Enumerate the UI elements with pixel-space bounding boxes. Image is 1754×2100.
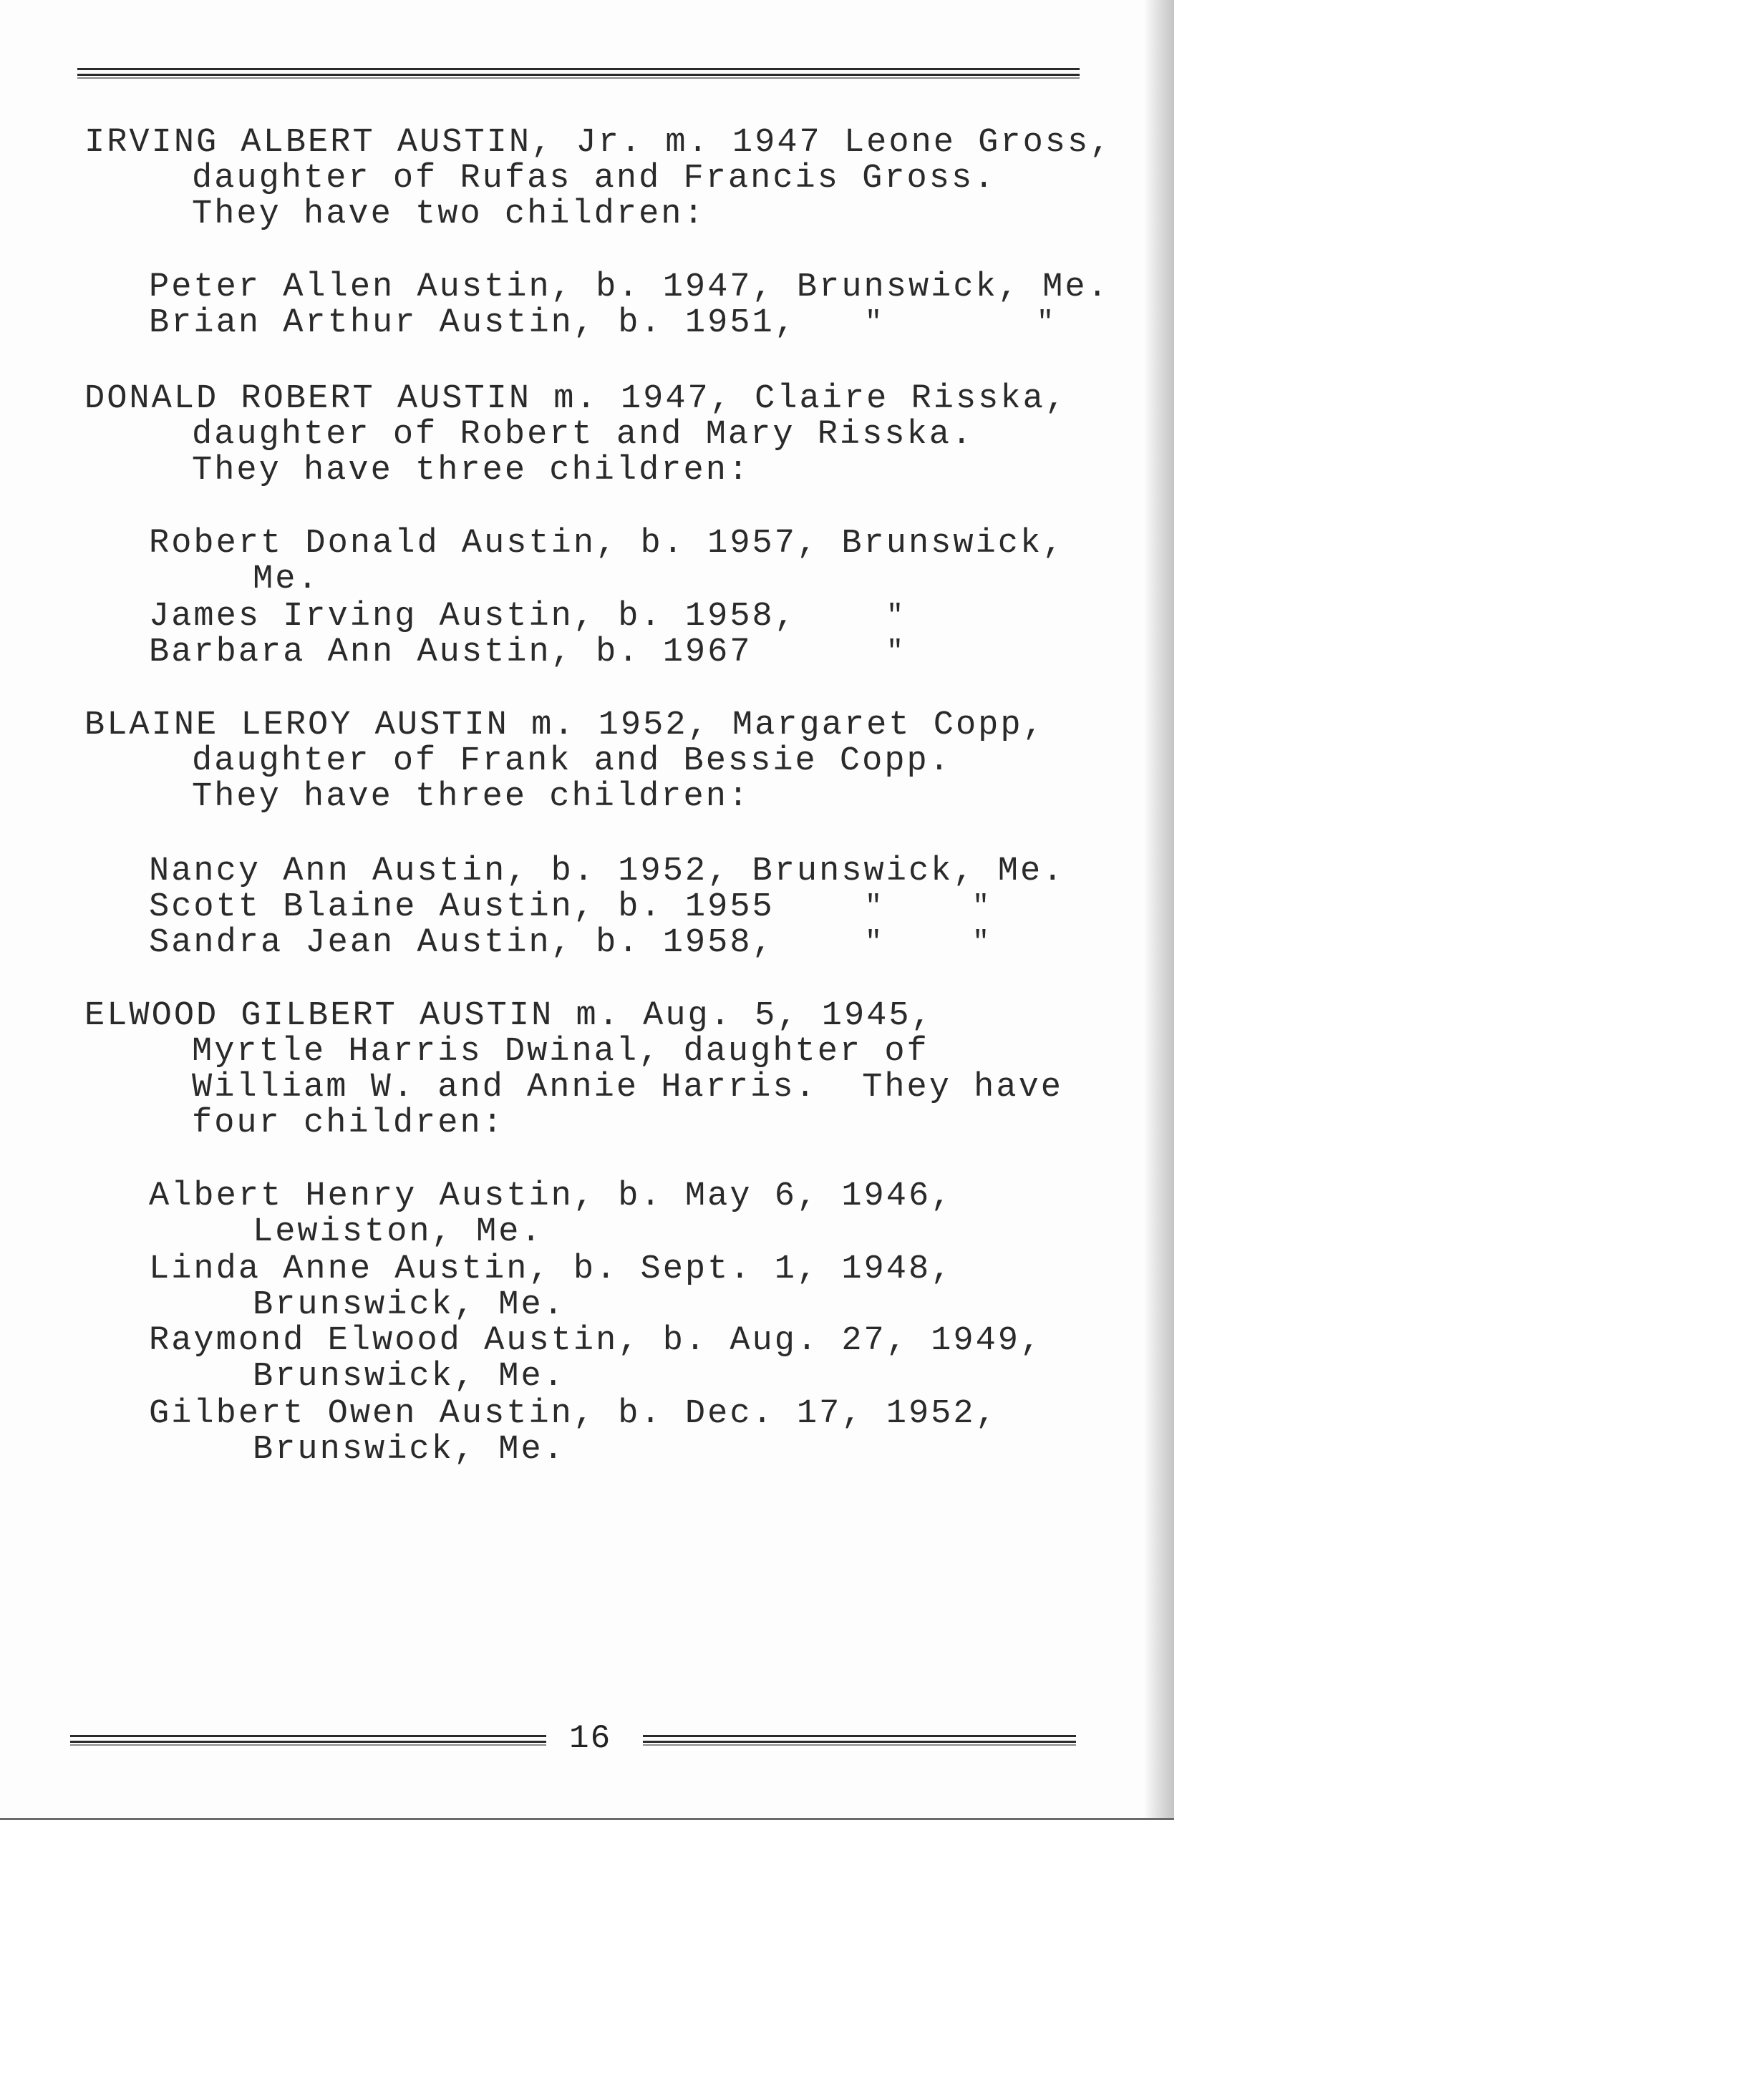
child-record: Raymond Elwood Austin, b. Aug. 27, 1949, [149, 1322, 1043, 1360]
ditto-mark: " [972, 891, 990, 923]
entry-heading: IRVING ALBERT AUSTIN, Jr. m. 1947 Leone Gross, [84, 124, 1113, 162]
child-record: Nancy Ann Austin, b. 1952, Brunswick, Me. [149, 852, 1065, 890]
entry-text: They have three children: [192, 452, 751, 490]
child-record: Brunswick, Me. [253, 1431, 566, 1469]
entry-text: They have two children: [192, 195, 706, 233]
child-record: Linda Anne Austin, b. Sept. 1, 1948, [149, 1250, 954, 1288]
entry-heading: BLAINE LEROY AUSTIN m. 1952, Margaret Copp, [84, 706, 1045, 744]
child-record: Me. [253, 560, 320, 598]
bottom-left-double-rule [70, 1735, 546, 1743]
book-spine-shadow [1149, 0, 1174, 1818]
child-record: Lewiston, Me. [253, 1213, 543, 1251]
entry-text: daughter of Rufas and Francis Gross. [192, 160, 997, 198]
ditto-mark: " [865, 927, 883, 959]
entry-text: daughter of Robert and Mary Risska. [192, 416, 974, 454]
child-record: Gilbert Owen Austin, b. Dec. 17, 1952, [149, 1395, 998, 1433]
child-record: Brunswick, Me. [253, 1358, 566, 1396]
entry-text: They have three children: [192, 778, 751, 816]
child-record: Barbara Ann Austin, b. 1967 [149, 633, 752, 671]
entry-text: daughter of Frank and Bessie Copp. [192, 742, 951, 780]
child-record: Albert Henry Austin, b. May 6, 1946, [149, 1177, 954, 1215]
ditto-mark: " [972, 927, 990, 959]
child-record: Scott Blaine Austin, b. 1955 [149, 888, 775, 926]
child-record: Peter Allen Austin, b. 1947, Brunswick, Me. [149, 268, 1110, 306]
child-record: Sandra Jean Austin, b. 1958, [149, 924, 775, 962]
ditto-mark: " [886, 601, 904, 633]
entry-heading: ELWOOD GILBERT AUSTIN m. Aug. 5, 1945, [84, 997, 934, 1035]
top-double-rule [77, 68, 1080, 76]
ditto-mark: " [1037, 307, 1055, 339]
ditto-mark: " [865, 891, 883, 923]
child-record: Brian Arthur Austin, b. 1951, [149, 304, 797, 342]
entry-text: Myrtle Harris Dwinal, daughter of [192, 1033, 929, 1071]
child-record: Robert Donald Austin, b. 1957, Brunswick, [149, 525, 1065, 563]
entry-heading: DONALD ROBERT AUSTIN m. 1947, Claire Risska, [84, 380, 1068, 418]
child-record: James Irving Austin, b. 1958, [149, 598, 797, 636]
entry-text: William W. and Annie Harris. They have [192, 1069, 1063, 1107]
page-edge [1143, 0, 1149, 1818]
child-record: Brunswick, Me. [253, 1286, 566, 1324]
ditto-mark: " [865, 307, 883, 339]
page-number: 16 [569, 1720, 612, 1757]
entry-text: four children: [192, 1104, 505, 1142]
bottom-right-double-rule [643, 1735, 1076, 1743]
ditto-mark: " [886, 636, 904, 669]
